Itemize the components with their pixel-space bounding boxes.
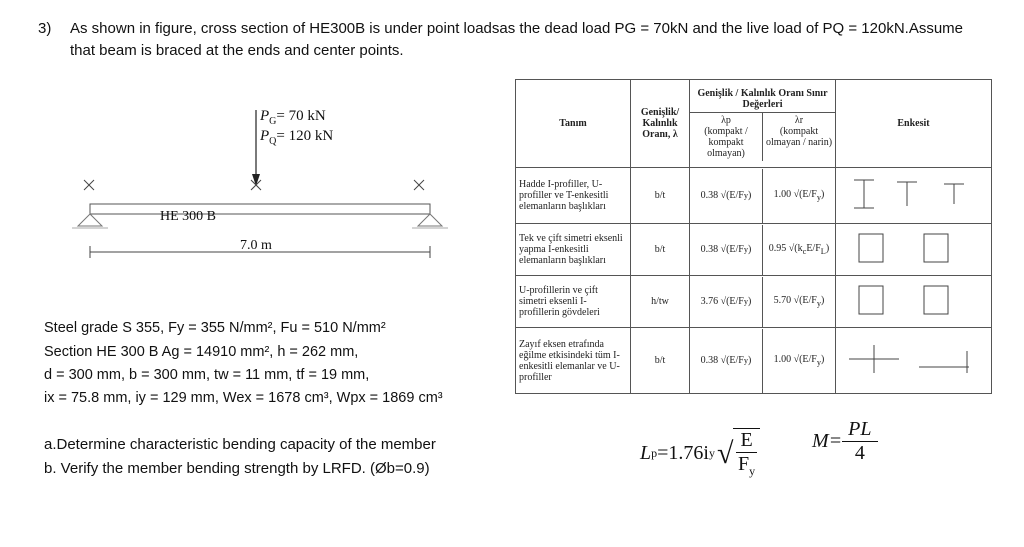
support-left-icon: [72, 214, 108, 228]
property-line-1: Steel grade S 355, Fy = 355 N/mm², Fu = 510 N/mm²: [44, 320, 386, 336]
property-line-3: d = 300 mm, b = 300 mm, tw = 11 mm, tf = 19 mm,: [44, 367, 370, 383]
pq-label: $P_Q= 120$ kN: [260, 128, 334, 147]
th-ratio: Genişlik/ Kalınlık Oranı, λ: [631, 80, 690, 168]
load-arrow-head: [252, 174, 260, 186]
moment-formula: M= $\frac{PL}{4}$: [812, 418, 878, 465]
table-row: U-profillerin ve çift simetri eksenli I-profillerin gövdeleri h/tw 3.76 √(E/F y ) 5.70 $√(E/F_y)$: [516, 276, 992, 328]
section-sketch-icon: [836, 276, 992, 328]
table-row: Tek ve çift simetri eksenli yapma I-enkesitli elemanların başlıkları b/t 0.38 √(E/F y ) 0.95 $√(k_cE/F_L)$: [516, 224, 992, 276]
th-limits: Genişlik / Kalınlık Oranı Sınır Değerleri λp (kompakt / kompakt olmayan) λr (kompakt olmayan / narin): [690, 80, 836, 168]
section-sketch-icon: [836, 328, 992, 394]
support-right-icon: [412, 214, 448, 228]
task-b: b. Verify the member bending strength by LRFD. (Øb=0.9): [44, 460, 430, 477]
property-line-2: Section HE 300 B Ag = 14910 mm², h = 262 mm,: [44, 344, 359, 360]
table-row: Zayıf eksen etrafında eğilme etkisindeki tüm I-enkesitli elemanlar ve U-profiller b/t 0.38 √(E/F y ) 1.00 $√(E/F_y)$: [516, 328, 992, 394]
lp-formula: L p =1.76i y √ E $F_y$: [640, 428, 760, 479]
pg-label: $P_G= 70$ kN: [260, 108, 326, 127]
brace-left-icon: [84, 180, 94, 190]
section-sketch-icon: [836, 168, 992, 224]
section-sketch-icon: [836, 224, 992, 276]
width-thickness-table: [515, 79, 992, 394]
section-label: HE 300 B: [160, 209, 216, 224]
question-number: 3): [38, 20, 52, 37]
table-row: Hadde I-profiller, U-profiller ve T-enkesitli elemanların başlıkları b/t 0.38 √(E/F y ) 1.00 $√(E/F_y)$: [516, 168, 992, 224]
task-a: a.Determine characteristic bending capacity of the member: [44, 436, 436, 453]
beam: [90, 204, 430, 214]
th-enkesit: Enkesit: [836, 80, 992, 168]
question-text: As shown in figure, cross section of HE300B is under point loadsas the dead load PG = 70kN and the live load of PQ = 120kN.Assume that beam is braced at the ends and center points.: [70, 20, 964, 59]
property-line-4: ix = 75.8 mm, iy = 129 mm, Wex = 1678 cm³, Wpx = 1869 cm³: [44, 390, 443, 406]
brace-right-icon: [414, 180, 424, 190]
span-label: 7.0 m: [240, 238, 272, 253]
th-tanim: Tanım: [516, 80, 631, 168]
